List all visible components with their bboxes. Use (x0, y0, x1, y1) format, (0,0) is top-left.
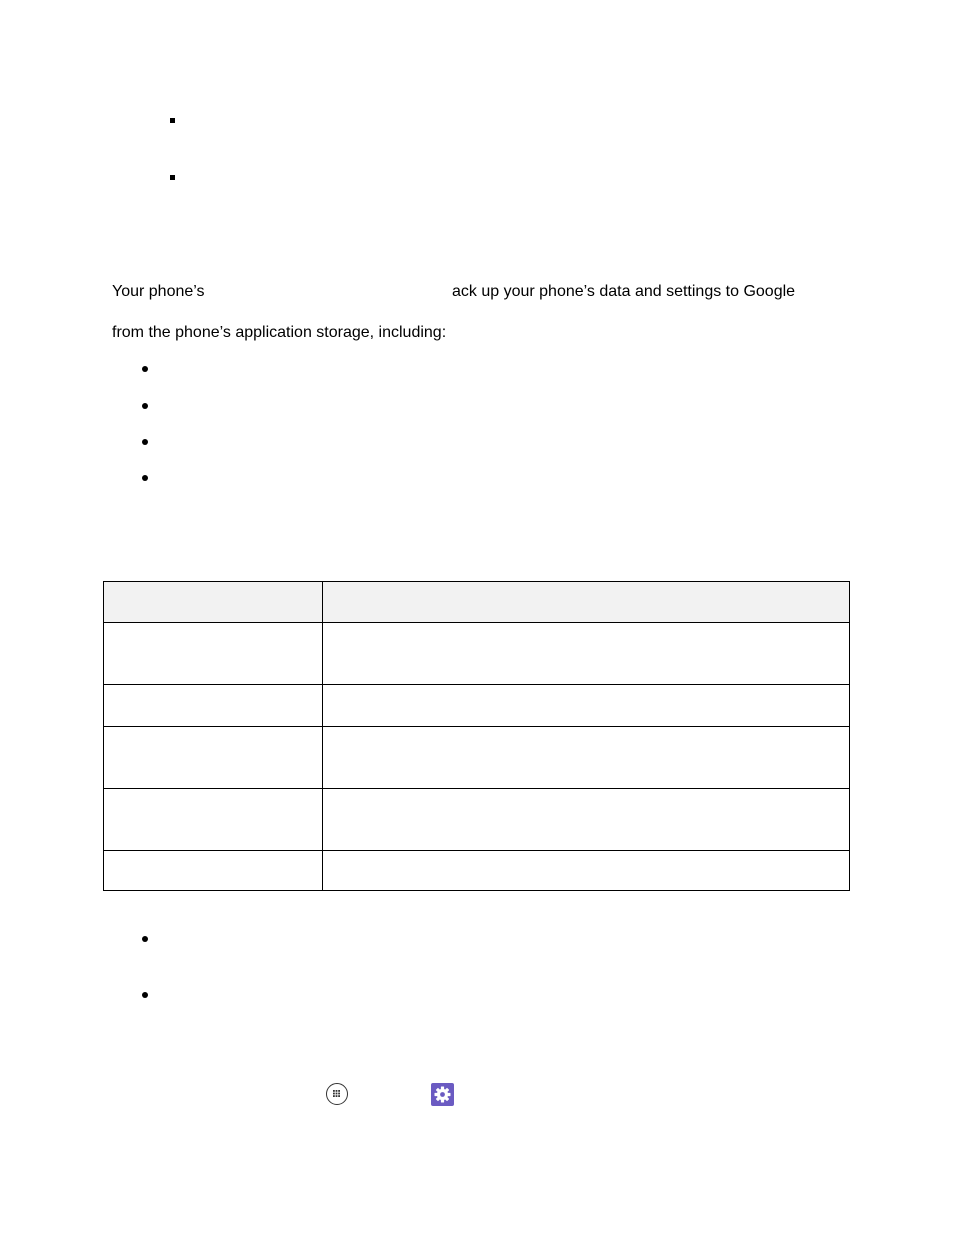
table-row (104, 727, 850, 789)
table-row (104, 851, 850, 891)
table-cell-setting (104, 851, 323, 891)
table-row (104, 623, 850, 685)
table-cell-setting (104, 623, 323, 685)
settings-table (103, 581, 850, 891)
backup-paragraph-end: ack up your phone’s data and settings to Google (452, 283, 796, 300)
table-header-cell (323, 582, 850, 623)
list-bullet (142, 439, 148, 445)
square-bullet (170, 175, 175, 180)
table-cell-description (323, 789, 850, 851)
table-cell-description (323, 727, 850, 789)
square-bullet (170, 118, 175, 123)
note-bullet (142, 936, 148, 942)
table-row (104, 789, 850, 851)
list-bullet (142, 403, 148, 409)
backup-paragraph-line2: from the phone’s application storage, including: (112, 324, 447, 341)
table-cell-setting (104, 727, 323, 789)
settings-gear-icon (431, 1083, 454, 1106)
note-bullet (142, 992, 148, 998)
table-cell-description (323, 623, 850, 685)
backup-paragraph-start: Your phone’s (112, 283, 205, 300)
table-cell-description (323, 851, 850, 891)
table-header-row (104, 582, 850, 623)
table-cell-setting (104, 685, 323, 727)
table-cell-setting (104, 789, 323, 851)
table-cell-description (323, 685, 850, 727)
table-header-cell (104, 582, 323, 623)
list-bullet (142, 475, 148, 481)
apps-icon (326, 1083, 348, 1105)
list-bullet (142, 366, 148, 372)
table-row (104, 685, 850, 727)
